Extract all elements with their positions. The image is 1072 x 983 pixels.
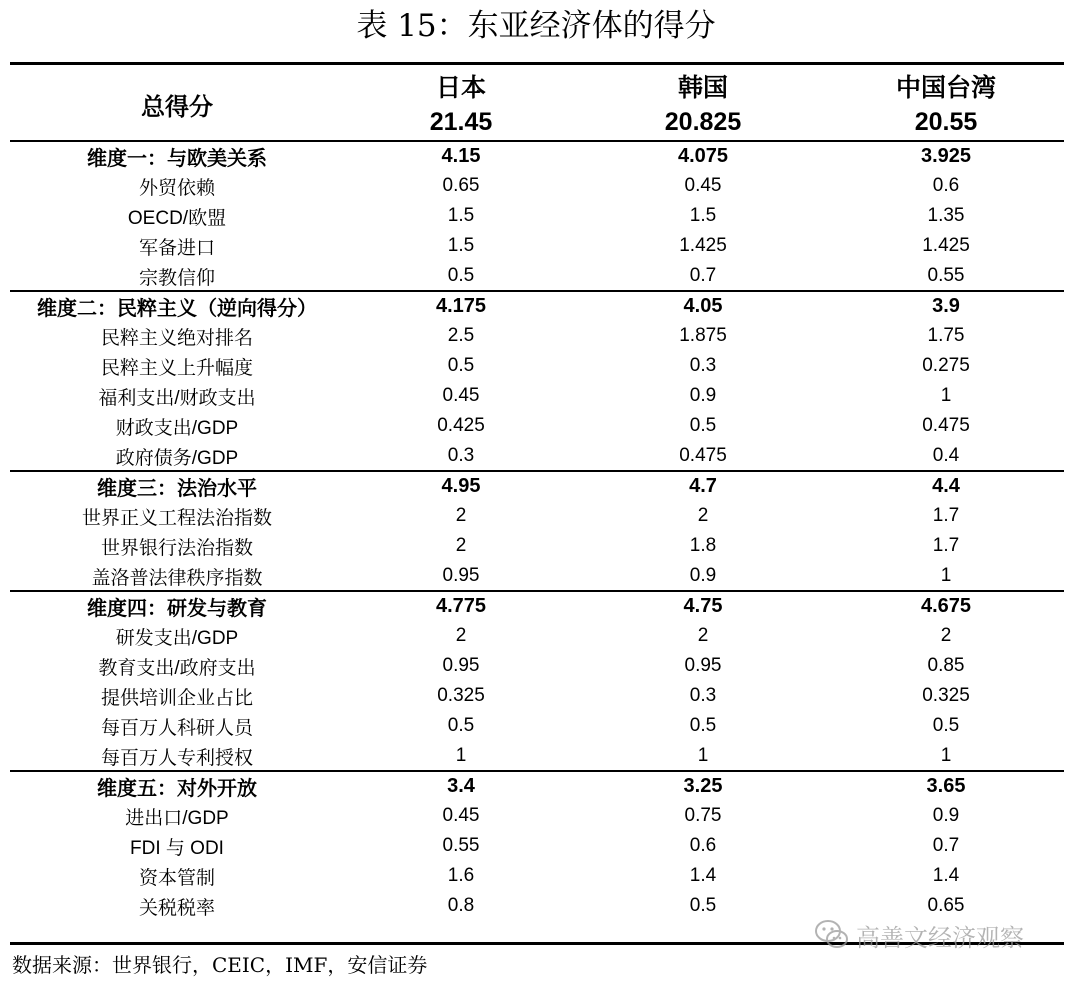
indicator-score-cell: 2: [940, 625, 952, 646]
top-rule: [10, 62, 1064, 65]
dimension-label: 维度二：民粹主义（逆向得分）: [37, 297, 317, 320]
indicator-row: [10, 561, 1064, 591]
indicator-row: [10, 651, 1064, 681]
dimension-row: [10, 291, 1064, 321]
indicator-score-cell: 0.5: [447, 265, 475, 286]
indicator-score-cell: 0.5: [447, 355, 475, 376]
indicator-score-cell: 1.425: [922, 235, 970, 256]
dimension-score-cell: 4.75: [683, 594, 723, 617]
indicator-row: [10, 861, 1064, 891]
indicator-row: [10, 441, 1064, 471]
indicator-score-cell: 0.3: [689, 355, 717, 376]
indicator-score-cell: 0.55: [927, 265, 965, 286]
indicator-score-cell: 1.5: [447, 235, 475, 256]
indicator-score-cell: 0.65: [927, 895, 965, 916]
indicator-score-cell: 1.5: [447, 205, 475, 226]
indicator-label: 研发支出/GDP: [115, 627, 239, 649]
indicator-score-cell: 0.5: [689, 415, 717, 436]
column-name-japan: 日本: [435, 73, 486, 102]
dimension-score-cell: 4.675: [920, 594, 972, 617]
indicator-label: 盖洛普法律秩序指数: [91, 567, 263, 589]
indicator-score-cell: 2: [455, 505, 467, 526]
indicator-score-cell: 1.7: [932, 505, 960, 526]
indicator-score-cell: 0.95: [442, 655, 480, 676]
indicator-score-cell: 0.275: [922, 355, 970, 376]
indicator-score-cell: 0.475: [679, 445, 727, 466]
indicator-score-cell: 0.7: [932, 835, 960, 856]
indicator-score-cell: 2: [455, 625, 467, 646]
indicator-score-cell: 0.475: [922, 415, 970, 436]
indicator-score-cell: 1.35: [927, 205, 965, 226]
indicator-row: [10, 741, 1064, 771]
indicator-score-cell: 1.8: [689, 535, 717, 556]
indicator-score-cell: 0.9: [689, 385, 717, 406]
section-rule: [10, 470, 1064, 472]
dimension-label: 维度五：对外开放: [97, 777, 257, 800]
indicator-label: 世界正义工程法治指数: [81, 507, 272, 529]
dimension-row: [10, 141, 1064, 171]
indicator-score-cell: 0.55: [442, 835, 480, 856]
dimension-score-cell: 4.7: [689, 474, 717, 497]
indicator-row: [10, 501, 1064, 531]
dimension-label: 维度四：研发与教育: [87, 597, 267, 620]
source-note: 数据来源：世界银行，CEIC，IMF，安信证券: [12, 953, 428, 977]
indicator-label: 民粹主义上升幅度: [100, 357, 253, 379]
indicator-label: 福利支出/财政支出: [98, 387, 256, 409]
indicator-score-cell: 0.3: [689, 685, 717, 706]
indicator-score-cell: 1.4: [689, 865, 717, 886]
indicator-score-cell: 0.6: [932, 175, 960, 196]
indicator-score-cell: 1: [940, 565, 952, 586]
indicator-score-cell: 0.325: [437, 685, 485, 706]
dimension-score-cell: 4.15: [441, 144, 481, 167]
indicator-row: [10, 321, 1064, 351]
column-name-korea: 韩国: [677, 73, 728, 102]
indicator-label: 政府债务/GDP: [115, 447, 239, 469]
indicator-row: [10, 231, 1064, 261]
header-cell-japan: [344, 68, 578, 141]
dimension-label: 维度一：与欧美关系: [87, 147, 267, 170]
column-name-taiwan: 中国台湾: [895, 73, 996, 102]
indicator-label: 进出口/GDP: [125, 807, 229, 829]
indicator-score-cell: 1.5: [689, 205, 717, 226]
indicator-label: 提供培训企业占比: [100, 687, 253, 709]
indicator-row: [10, 891, 1064, 921]
dimension-score-cell: 3.25: [683, 774, 723, 797]
indicator-score-cell: 0.9: [932, 805, 960, 826]
indicator-label: 世界银行法治指数: [100, 537, 253, 559]
dimension-score-cell: 4.05: [683, 294, 723, 317]
indicator-score-cell: 1: [455, 745, 467, 766]
dimension-score-cell: 3.65: [926, 774, 966, 797]
dimension-row: [10, 591, 1064, 621]
dimension-score-cell: 3.9: [932, 294, 960, 317]
indicator-score-cell: 0.5: [689, 895, 717, 916]
bottom-rule: [10, 942, 1064, 945]
section-rule: [10, 770, 1064, 772]
indicator-label: 民粹主义绝对排名: [100, 327, 253, 349]
indicator-score-cell: 1.425: [679, 235, 727, 256]
indicator-score-cell: 1.75: [927, 325, 965, 346]
indicator-label: 每百万人科研人员: [100, 717, 253, 739]
dimension-row: [10, 771, 1064, 801]
indicator-label: 每百万人专利授权: [100, 747, 253, 769]
indicator-score-cell: 2: [697, 505, 709, 526]
indicator-label: 财政支出/GDP: [115, 417, 239, 439]
indicator-score-cell: 0.95: [684, 655, 722, 676]
indicator-label: 关税税率: [138, 897, 215, 919]
indicator-score-cell: 0.9: [689, 565, 717, 586]
indicator-score-cell: 0.45: [684, 175, 722, 196]
dimension-score-cell: 4.075: [677, 144, 729, 167]
indicator-score-cell: 0.5: [932, 715, 960, 736]
indicator-score-cell: 0.65: [442, 175, 480, 196]
indicator-row: [10, 831, 1064, 861]
dimension-label: 维度三：法治水平: [97, 477, 257, 500]
header-label: 总得分: [141, 94, 213, 121]
indicator-label: OECD/欧盟: [127, 207, 227, 229]
indicator-row: [10, 621, 1064, 651]
indicator-score-cell: 0.425: [437, 415, 485, 436]
column-total-taiwan: 20.55: [914, 107, 978, 136]
dimension-score-cell: 3.925: [920, 144, 972, 167]
watermark: [814, 915, 1064, 955]
indicator-score-cell: 0.3: [447, 445, 475, 466]
indicator-score-cell: 0.6: [689, 835, 717, 856]
indicator-row: [10, 681, 1064, 711]
indicator-row: [10, 411, 1064, 441]
indicator-score-cell: 1.875: [679, 325, 727, 346]
table-title: 表 15：东亚经济体的得分: [356, 8, 716, 44]
indicator-row: [10, 171, 1064, 201]
indicator-label: 外贸依赖: [138, 177, 215, 199]
indicator-score-cell: 0.45: [442, 805, 480, 826]
indicator-score-cell: 0.325: [922, 685, 970, 706]
indicator-score-cell: 0.5: [447, 715, 475, 736]
indicator-score-cell: 0.4: [932, 445, 960, 466]
dimension-score-cell: 3.4: [447, 774, 475, 797]
indicator-score-cell: 2: [697, 625, 709, 646]
section-rule: [10, 290, 1064, 292]
indicator-score-cell: 0.5: [689, 715, 717, 736]
indicator-score-cell: 0.85: [927, 655, 965, 676]
header-cell-korea: [578, 68, 828, 141]
header-cell-taiwan: [828, 68, 1064, 141]
indicator-row: [10, 531, 1064, 561]
indicator-row: [10, 711, 1064, 741]
indicator-score-cell: 1: [940, 385, 952, 406]
header-label-cell: [10, 68, 344, 141]
indicator-row: [10, 381, 1064, 411]
indicator-label: FDI 与 ODI: [130, 837, 224, 859]
indicator-score-cell: 2: [455, 535, 467, 556]
header-row: [10, 68, 1064, 141]
score-table: [10, 68, 1064, 921]
indicator-row: [10, 201, 1064, 231]
indicator-score-cell: 0.75: [684, 805, 722, 826]
dimension-score-cell: 4.175: [435, 294, 487, 317]
indicator-row: [10, 351, 1064, 381]
dimension-score-cell: 4.775: [435, 594, 487, 617]
indicator-score-cell: 0.8: [447, 895, 475, 916]
indicator-score-cell: 0.45: [442, 385, 480, 406]
indicator-label: 宗教信仰: [138, 267, 215, 289]
indicator-score-cell: 1.7: [932, 535, 960, 556]
column-total-japan: 21.45: [429, 107, 493, 136]
score-table-body: [10, 68, 1064, 921]
indicator-score-cell: 0.95: [442, 565, 480, 586]
dimension-row: [10, 471, 1064, 501]
indicator-score-cell: 1: [697, 745, 709, 766]
section-rule: [10, 140, 1064, 142]
indicator-label: 教育支出/政府支出: [98, 657, 256, 679]
indicator-score-cell: 1.6: [447, 865, 475, 886]
indicator-score-cell: 1: [940, 745, 952, 766]
dimension-score-cell: 4.4: [932, 474, 960, 497]
indicator-score-cell: 0.7: [689, 265, 717, 286]
indicator-score-cell: 1.4: [932, 865, 960, 886]
indicator-row: [10, 261, 1064, 291]
dimension-score-cell: 4.95: [441, 474, 481, 497]
indicator-score-cell: 2.5: [447, 325, 475, 346]
watermark-text: 高善文经济观察: [856, 924, 1024, 952]
indicator-row: [10, 801, 1064, 831]
section-rule: [10, 590, 1064, 592]
column-total-korea: 20.825: [664, 107, 742, 136]
wechat-icon: [814, 917, 850, 953]
indicator-label: 军备进口: [138, 237, 215, 259]
indicator-label: 资本管制: [138, 867, 215, 889]
